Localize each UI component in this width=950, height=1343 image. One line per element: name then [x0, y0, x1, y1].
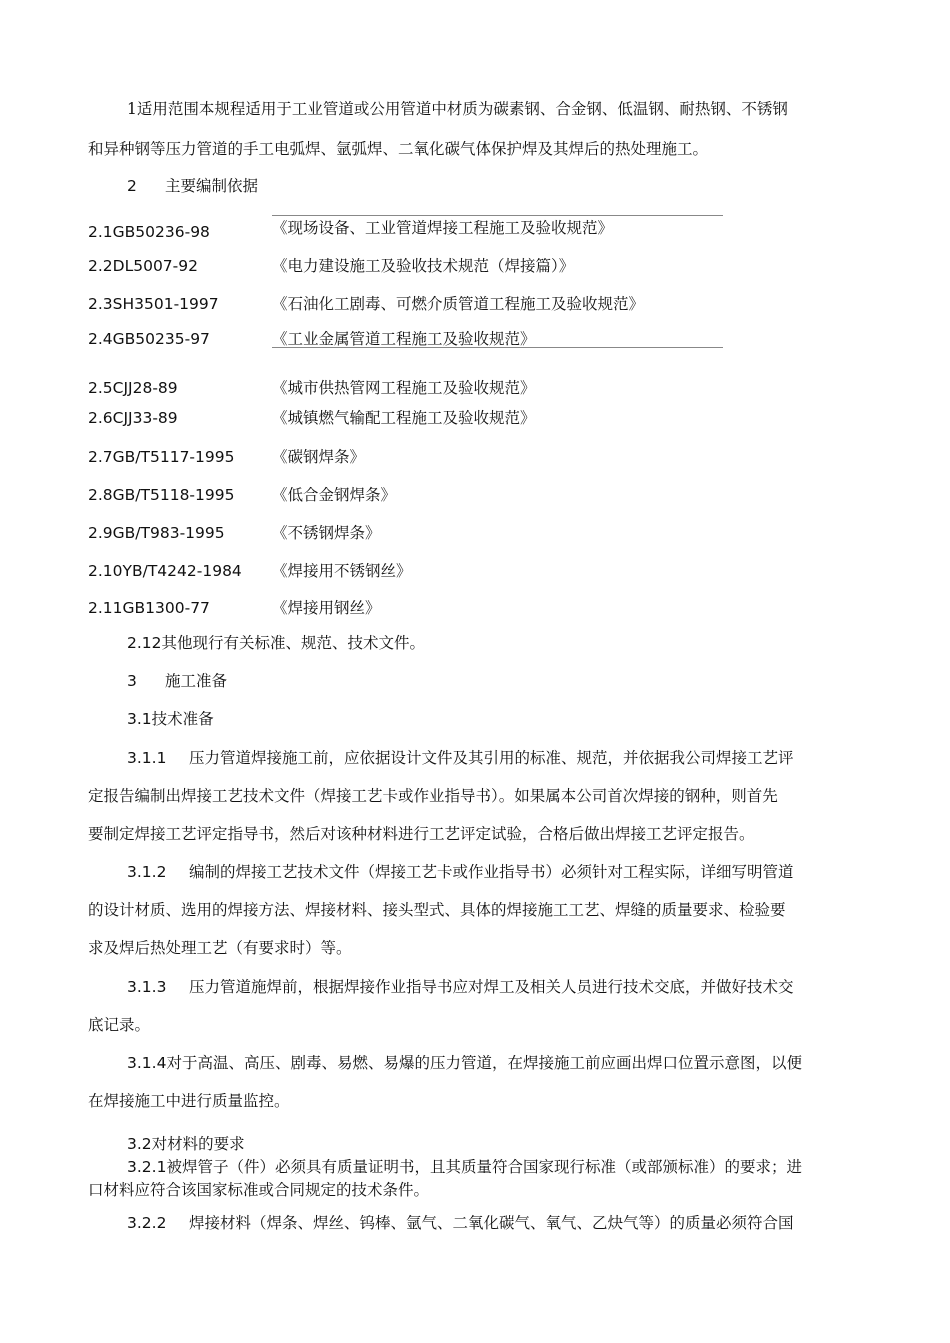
para-number: 3.1.1: [127, 749, 167, 767]
ref-title: 《现场设备、工业管道焊接工程施工及验收规范》: [272, 219, 614, 237]
section2-title: 主要编制依据: [165, 177, 259, 195]
para-3-1-1-line1: [127, 748, 794, 768]
para-3-2-2-line1: [127, 1213, 794, 1233]
subsection-3-2: 3.2对材料的要求: [127, 1135, 245, 1153]
section1-line1: [127, 99, 788, 119]
section1-heading: 1适用范围: [127, 100, 199, 118]
para-3-1-2-line1: [127, 862, 794, 882]
ref-code: 2.4GB50235-97: [88, 330, 210, 348]
ref-code: 2.1GB50236-98: [88, 223, 210, 241]
para-3-1-2-line2: 的设计材质、选用的焊接方法、焊接材料、接头型式、具体的焊接施工工艺、焊缝的质量要求、检验要: [88, 901, 786, 919]
ref-title: 《不锈钢焊条》: [272, 524, 381, 542]
ref-title: 《焊接用钢丝》: [272, 599, 381, 617]
para-3-1-4-line2: 在焊接施工中进行质量监控。: [88, 1092, 290, 1110]
ref-code: 2.2DL5007-92: [88, 257, 198, 275]
section3-num: 3: [127, 672, 137, 690]
ref-title: 《电力建设施工及验收技术规范（焊接篇）》: [272, 257, 575, 275]
subsection-3-1: 3.1技术准备: [127, 710, 214, 728]
section1-line2: 和异种钢等压力管道的手工电弧焊、氩弧焊、二氧化碳气体保护焊及其焊后的热处理施工。: [88, 140, 709, 158]
section3-title: 施工准备: [165, 672, 228, 690]
ref-title: 《石油化工剧毒、可燃介质管道工程施工及验收规范》: [272, 295, 645, 313]
para-3-1-3-line1: [127, 977, 794, 997]
ref-title: 《焊接用不锈钢丝》: [272, 562, 412, 580]
ref-code: 2.6CJJ33-89: [88, 409, 178, 427]
ref-title: 《城镇燃气输配工程施工及验收规范》: [272, 409, 536, 427]
ref-code: 2.9GB/T983-1995: [88, 524, 225, 542]
para-number: 3.1.2: [127, 863, 167, 881]
para-text: 压力管道焊接施工前，应依据设计文件及其引用的标准、规范，并依据我公司焊接工艺评: [189, 749, 794, 767]
ref-code: 2.3SH3501-1997: [88, 295, 219, 313]
ref-title: 《工业金属管道工程施工及验收规范》: [272, 330, 536, 348]
para-3-1-3-line2: 底记录。: [88, 1016, 151, 1034]
para-number: 3.1.3: [127, 978, 167, 996]
para-3-1-1-line2: 定报告编制出焊接工艺技术文件（焊接工艺卡或作业指导书）。如果属本公司首次焊接的钢种，则首先: [88, 787, 778, 805]
para-number: 3.2.2: [127, 1214, 167, 1232]
table-top-rule: [272, 215, 723, 216]
section3-heading: [127, 671, 227, 691]
ref-code: 2.5CJJ28-89: [88, 379, 178, 397]
para-3-1-2-line3: 求及焊后热处理工艺（有要求时）等。: [88, 939, 352, 957]
para-3-2-1-line1: 3.2.1被焊管子（件）必须具有质量证明书，且其质量符合国家现行标准（或部颁标准）的要求；进: [127, 1158, 802, 1176]
para-3-2-1-line2: 口材料应符合该国家标准或合同规定的技术条件。: [88, 1181, 430, 1199]
ref-code: 2.7GB/T5117-1995: [88, 448, 235, 466]
para-3-1-1-line3: 要制定焊接工艺评定指导书，然后对该种材料进行工艺评定试验，合格后做出焊接工艺评定报告。: [88, 825, 755, 843]
para-text: 焊接材料（焊条、焊丝、钨棒、氩气、二氧化碳气、氧气、乙炔气等）的质量必须符合国: [189, 1214, 794, 1232]
section1-text: 本规程适用于工业管道或公用管道中材质为碳素钢、合金钢、低温钢、耐热钢、不锈钢: [198, 100, 788, 118]
para-text: 压力管道施焊前，根据焊接作业指导书应对焊工及相关人员进行技术交底，并做好技术交: [189, 978, 794, 996]
para-text: 编制的焊接工艺技术文件（焊接工艺卡或作业指导书）必须针对工程实际，详细写明管道: [189, 863, 794, 881]
item-2-12: 2.12其他现行有关标准、规范、技术文件。: [127, 634, 426, 652]
ref-title: 《低合金钢焊条》: [272, 486, 397, 504]
ref-title: 《碳钢焊条》: [272, 448, 366, 466]
section2-num: 2: [127, 177, 137, 195]
section2-heading: [127, 176, 258, 196]
ref-code: 2.8GB/T5118-1995: [88, 486, 235, 504]
ref-code: 2.10YB/T4242-1984: [88, 562, 242, 580]
ref-title: 《城市供热管网工程施工及验收规范》: [272, 379, 536, 397]
ref-code: 2.11GB1300-77: [88, 599, 210, 617]
para-3-1-4-line1: 3.1.4对于高温、高压、剧毒、易燃、易爆的压力管道，在焊接施工前应画出焊口位置示意图，以便: [127, 1054, 802, 1072]
